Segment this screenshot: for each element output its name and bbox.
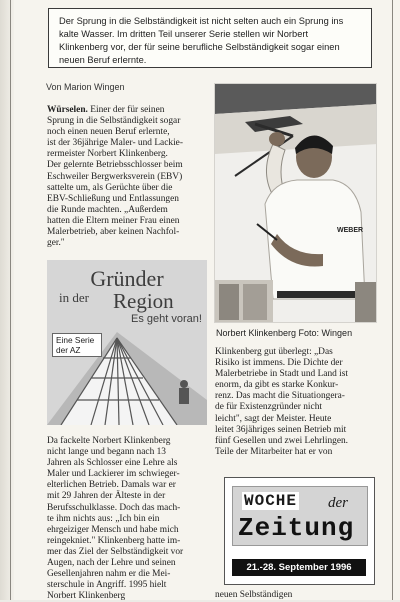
text-line: leicht", sagt der Meister. Heute [215,413,332,424]
text-line: ehrgeiziger Mensch und habe mich [47,524,179,535]
intro-box [48,8,372,68]
text-line: fünf Gesellen und zwei Lehrlingen. [215,435,349,446]
text-line: EBV-Schließung und Entlassungen [47,193,179,204]
text-line: Eschweiler Bergwerksverein (EBV) [47,171,183,182]
text-line: elterlichen Betrieb. Damals war er [47,480,176,491]
text-line: Einer der für seinen [90,105,165,115]
portrait-photo [214,83,377,323]
text-line: neuen Selbständigen [215,590,293,600]
intro-line: neuen Beruf erlernte. [59,55,147,65]
text-line: Malerbetrieb, aber keinen Nachfol- [47,227,180,238]
series-promo-graphic [47,260,207,425]
logo-zeitung: Zeitung [238,513,355,543]
photo-caption: Norbert Klinkenberg Foto: Wingen [216,328,353,338]
series-label-line: Eine Serie [56,335,95,345]
series-label [52,333,102,357]
intro-line: kalte Wasser. Im dritten Teil unserer Serie stellen wir Norbert [59,29,309,39]
text-line: Sprung in die Selbständigkeit sogar [47,116,181,127]
text-line: Maler und Lackierer im schwieger- [47,469,180,480]
text-line: Jahren als Schlosser eine Lehre als [47,458,178,469]
logo-dates: 21.-28. September 1996 [232,559,366,576]
text-line: rermeister Norbert Klinkenberg. [47,149,168,160]
text-line: Klinkenberg gut überlegt: „Das [215,347,333,357]
text-line: Malerbetriebe in Stadt und Land ist [215,369,349,380]
text-line: Gesellenjahren nahm er die Mei- [47,569,171,580]
promo-in-der: in der [59,290,89,305]
logo-der: der [328,495,348,511]
text-line: hatten die Eltern meiner Frau einen [47,215,180,226]
article-column-right [215,347,377,458]
text-line: ist der 36jährige Maler- und Lackie- [47,138,183,149]
text-line: leitet 36jähriges seinen Betrieb mit [215,424,347,435]
promo-title: Gründer [90,266,164,291]
text-line: Der gelernte Betriebsschlosser beim [47,160,183,171]
article-column-left-bottom [47,436,207,602]
text-line: mit 29 Jahren der Älteste in der [47,491,166,502]
text-line: sterschule in Angriff. 1995 hielt [47,580,167,591]
article-column-right-continued [215,590,377,600]
text-line: Berufsschulklasse. Doch das mach- [47,502,181,513]
dateline: Würselen. [47,105,88,115]
text-line: ger." [47,238,65,249]
text-line: enorm, da gibt es starke Konkur- [215,380,339,391]
series-label-line: der AZ [56,345,81,355]
byline: Von Marion Wingen [46,82,125,92]
text-line: Da fackelte Norbert Klinkenberg [47,436,171,446]
text-line: reingekniet." Klinkenberg hatte im- [47,535,181,546]
text-line: Teile der Mitarbeiter hat er von [215,446,333,457]
promo-tagline: Es geht voran! [131,313,202,325]
text-line: renz. Das macht die Situationgera- [215,391,345,402]
intro-line: Der Sprung in die Selbständigkeit ist nicht selten auch ein Sprung ins [59,16,344,26]
intro-line: Klinkenberg vor, der für seine berufliche Selbständigkeit sogar einen [59,42,340,52]
article-column-left-top [47,105,207,249]
text-line: die Runde machten. „Außerdem [47,204,168,215]
text-line: nicht lange und begann nach 13 [47,447,166,458]
text-line: sattelte um, als Gerüchte über die [47,182,173,193]
painter-photo-illustration [215,84,377,323]
text-line: de für Existenzgründer nicht [215,402,322,413]
logo-woche: WOCHE [244,492,298,510]
woche-der-zeitung-logo [224,477,375,585]
logo-panel [232,486,368,546]
text-line: mer das Ziel der Selbständigkeit vor [47,546,184,557]
promo-region: Region [113,289,174,313]
shirt-print: WEBER [337,227,364,234]
text-line: Norbert Klinkenberg [47,591,126,602]
text-line: te ihm nichts aus: „Ich bin ein [47,513,160,524]
text-line: Risiko ist immens. Die Dichte der [215,358,343,369]
text-line: Augen, nach der Lehre und seinen [47,558,176,569]
text-line: noch einen neuen Beruf erlernte, [47,127,170,138]
